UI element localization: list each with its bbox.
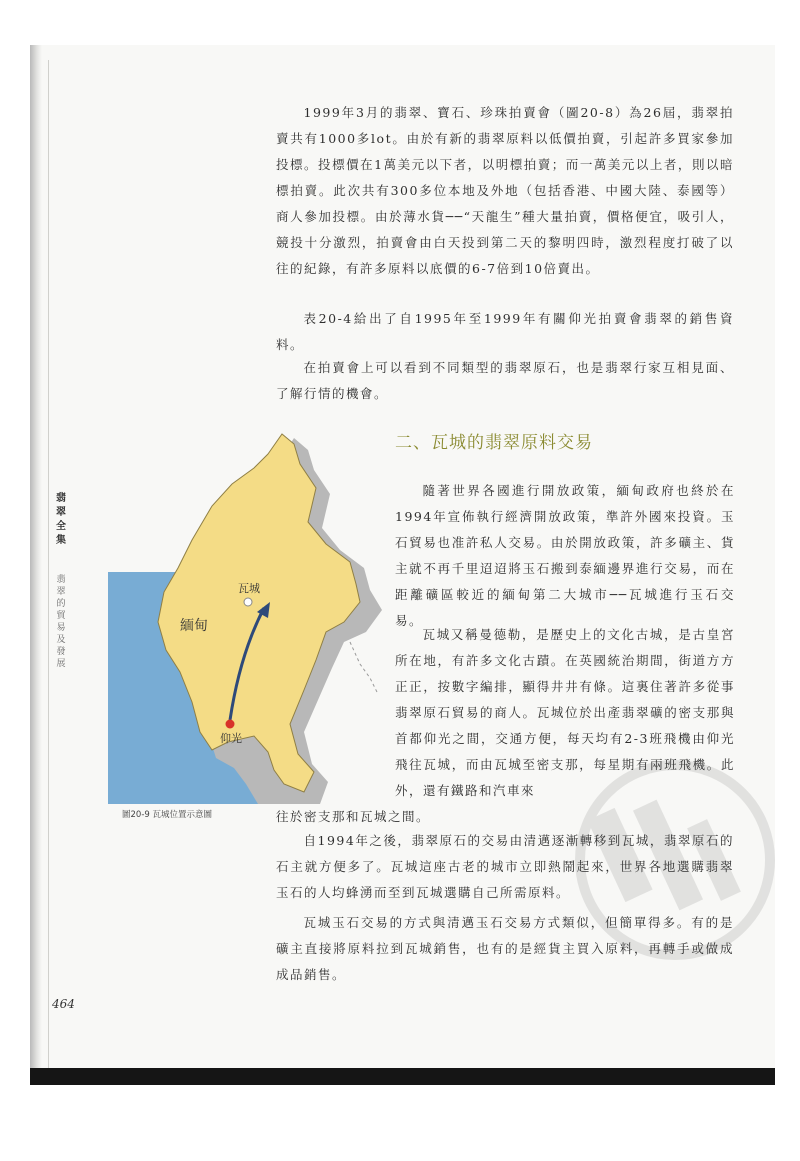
map-border <box>350 642 378 694</box>
page-number: 464 <box>52 997 75 1011</box>
map-figure <box>108 432 388 804</box>
scan-bottom-edge <box>30 1068 775 1085</box>
paragraph-auction-meeting: 在拍賣會上可以看到不同類型的翡翠原石，也是翡翠行家互相見面、了解行情的機會。 <box>276 360 734 401</box>
paragraph-trade-method: 瓦城玉石交易的方式與清邁玉石交易方式類似，但簡單得多。有的是礦主直接將原料拉到瓦城銷售，也有的是經貨主買入原料，再轉手或做成成品銷售。 <box>276 915 734 982</box>
mandalay-dot <box>244 598 252 606</box>
margin-rule <box>48 60 49 1070</box>
myanmar-map <box>108 432 388 804</box>
paragraph-trade-shift: 自1994年之後，翡翠原石的交易由清邁逐漸轉移到瓦城，翡翠原石的石主就方便多了。瓦城這座古老的城市立即熱鬧起來，世界各地選購翡翠玉石的人均蜂湧而至到瓦城選購自己所需原料。 <box>276 833 734 900</box>
paragraph-mandalay-history: 瓦城又稱曼德勒，是歷史上的文化古城，是古皇宮所在地，有許多文化古蹟。在英國統治期間，街道方方正正，按數字編排，顯得井井有條。這裏住著許多從事翡翠原石貿易的商人。瓦城位於出產翡翠礦的密支那與首都仰光之間，交通方便，每天均有2-3班飛機由仰光飛往瓦城，而由瓦城至密支那，每星期有兩班飛機。此外，還有鐵路和汽車來 <box>395 627 735 798</box>
section-heading: 二、瓦城的翡翠原料交易 <box>395 433 593 453</box>
binding-shadow <box>30 45 42 1085</box>
yangon-dot <box>226 720 235 729</box>
paragraph-auction-1999: 1999年3月的翡翠、寶石、珍珠拍賣會（圖20-8）為26屆，翡翠拍賣共有1000多lot。由於有新的翡翠原料以低價拍賣，引起許多買家參加投標。投標價在1萬美元以下者，以明標拍賣；而一萬美元以上者，則以暗標拍賣。此次共有300多位本地及外地（包括香港、中國大陸、泰國等）商人參加投標。由於薄水貨──“天龍生”種大量拍賣，價格便宜，吸引人，競投十分激烈，拍賣會由白天投到第二天的黎明四時，激烈程度打破了以往的紀錄，有許多原料以底價的6-7倍到10倍賣出。 <box>276 105 734 276</box>
paragraph-mandalay-history-end: 往於密支那和瓦城之間。 <box>276 809 431 824</box>
label-yangon: 仰光 <box>220 732 242 745</box>
label-myanmar: 緬甸 <box>180 618 208 634</box>
figure-caption: 圖20-9 瓦城位置示意圖 <box>122 810 212 820</box>
side-book-title: 翡翠全集 <box>56 493 66 546</box>
paragraph-open-policy: 隨著世界各國進行開放政策，緬甸政府也終於在1994年宣佈執行經濟開放政策，準許外國來投資。玉石貿易也准許私人交易。由於開放政策，許多礦主、貨主就不再千里迢迢將玉石搬到泰緬邊界進行交易，而在距離礦區較近的緬甸第二大城市──瓦城進行玉石交易。 <box>395 483 735 628</box>
label-mandalay: 瓦城 <box>238 582 260 595</box>
paragraph-table-reference: 表20-4給出了自1995年至1999年有關仰光拍賣會翡翠的銷售資料。 <box>276 311 734 352</box>
side-chapter-title: 翡翠的貿易及發展 <box>56 575 66 669</box>
